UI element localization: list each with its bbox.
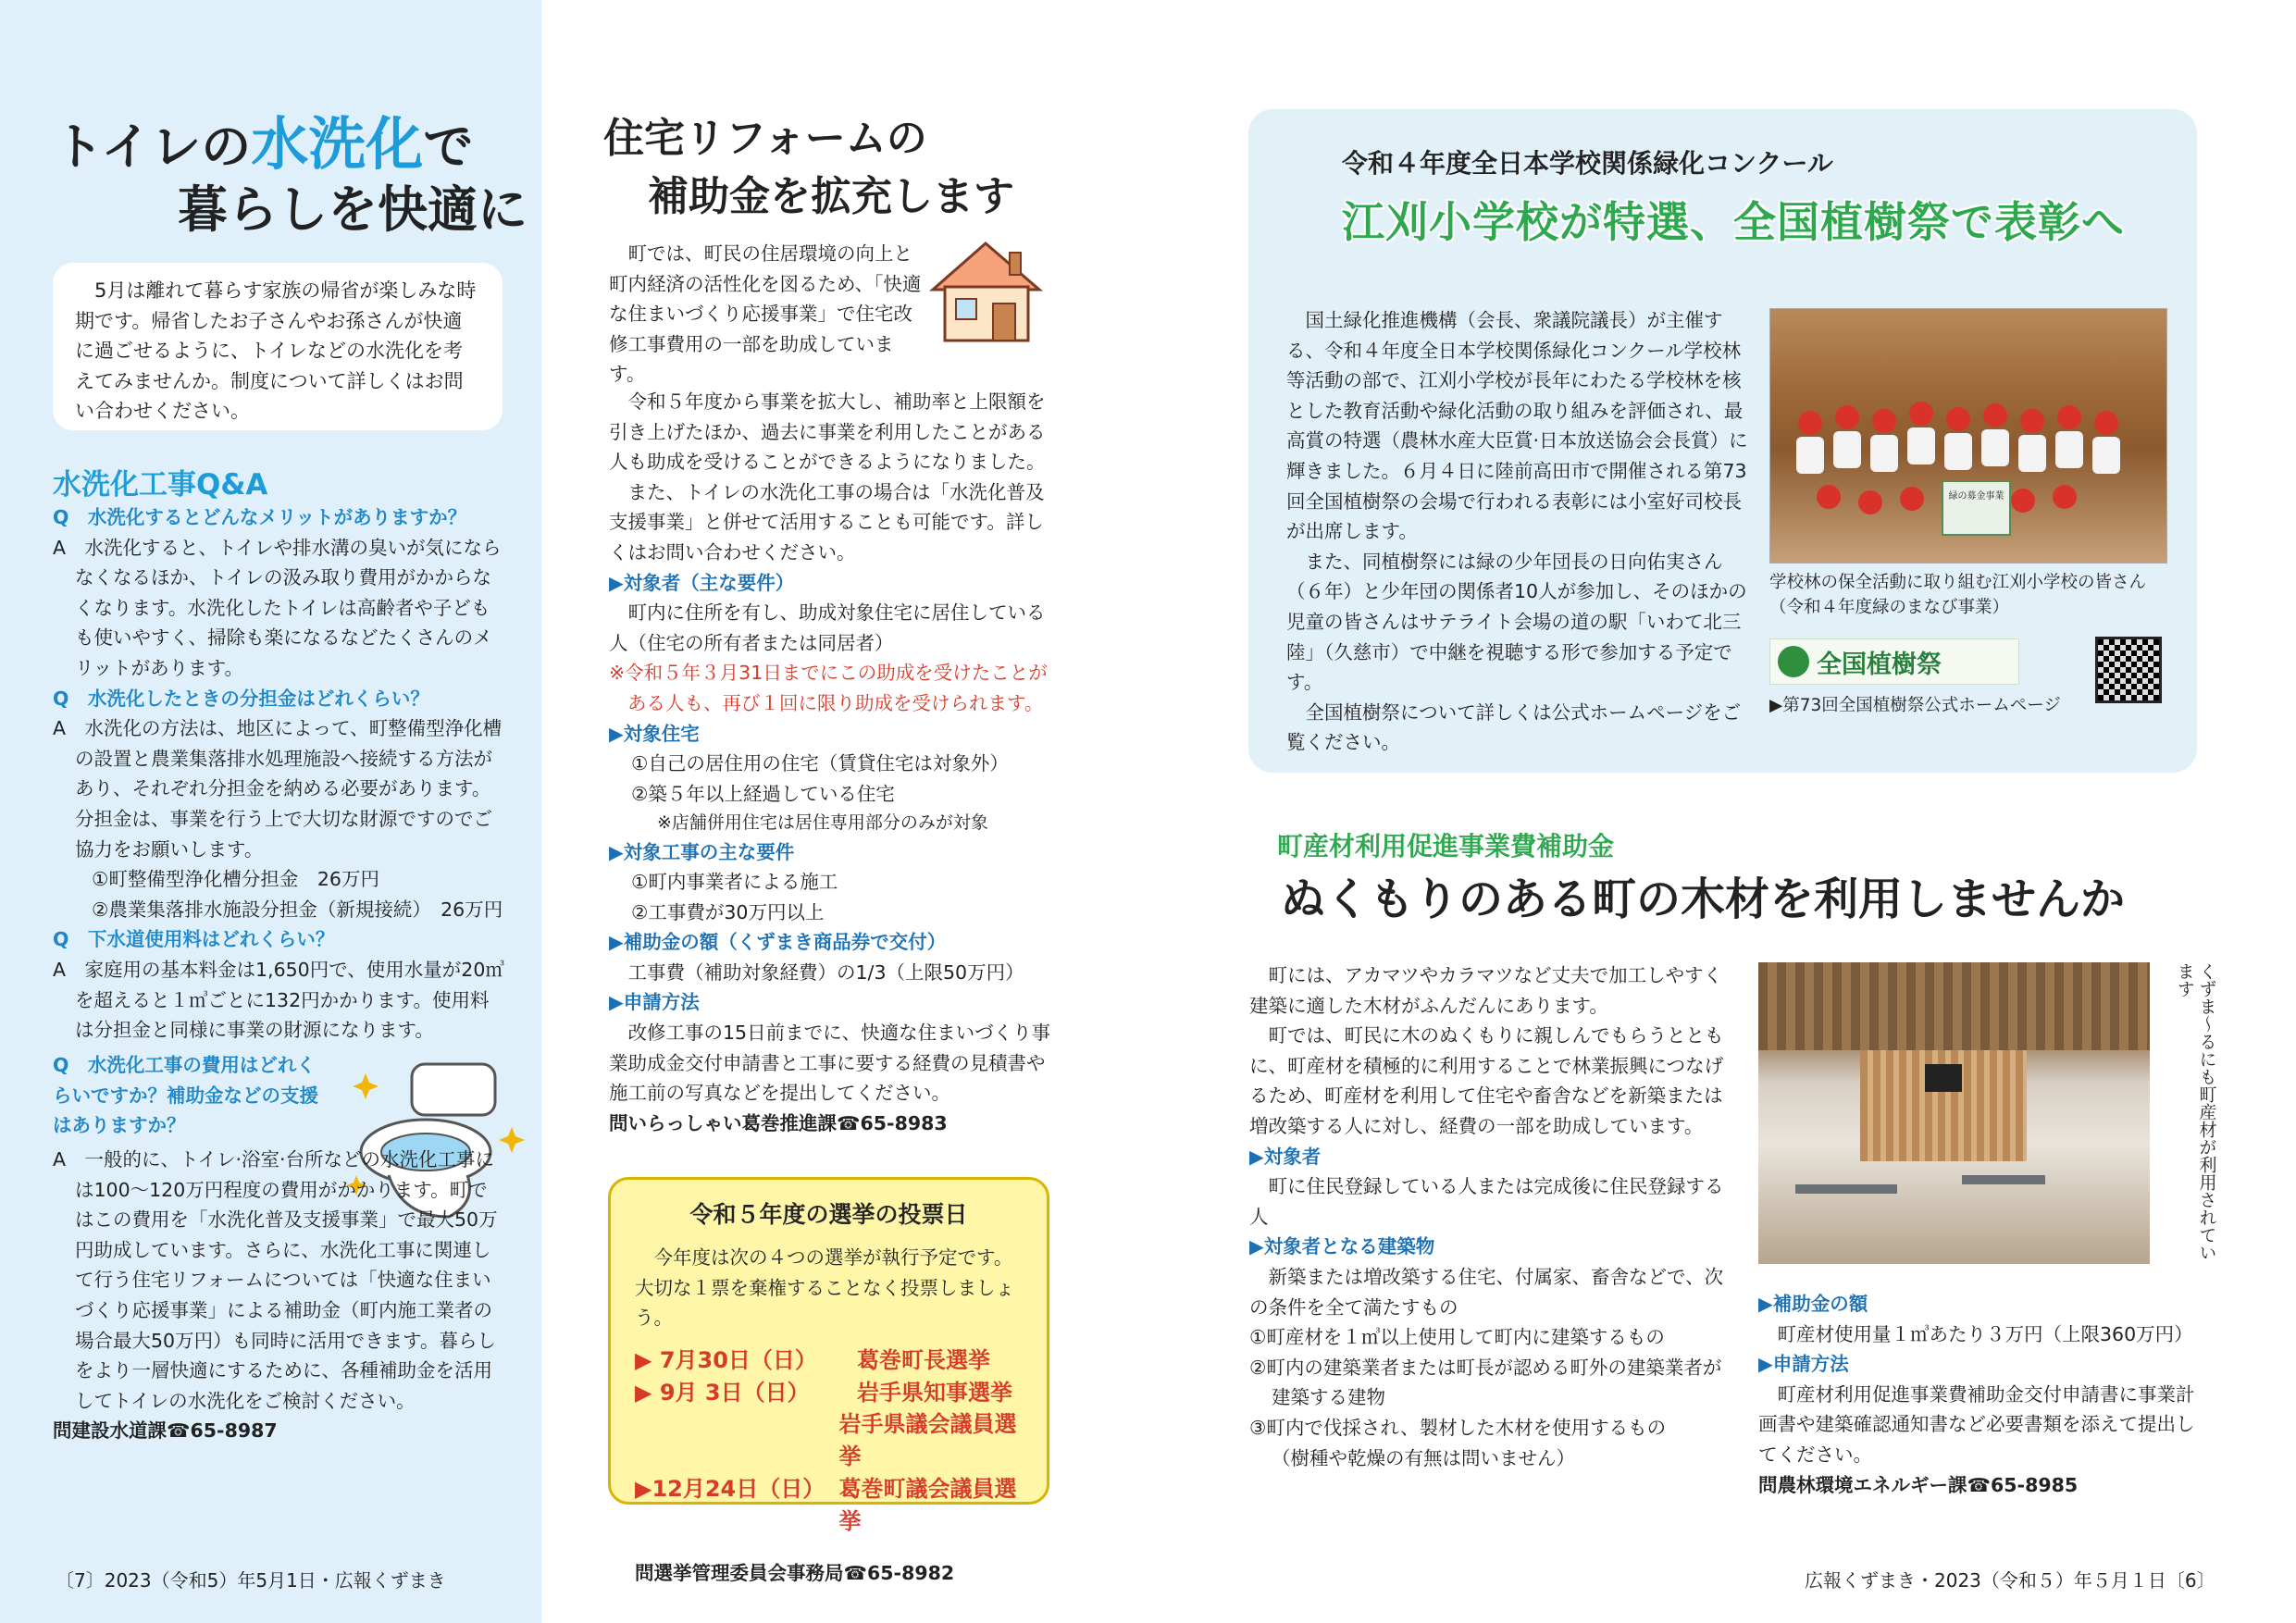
title-part: で [423, 118, 474, 176]
contest-title: 江刈小学校が特選、全国植樹祭で表彰へ [1342, 197, 2125, 247]
logo-caption: ▶第73回全国植樹祭公式ホームページ [1769, 696, 2061, 715]
wood-cond-3: ③町内で伐採され、製材した木材を使用するもの [1249, 1416, 1667, 1439]
heading-subsidy-amount: ▶補助金の額（くずまき商品券で交付） [609, 931, 947, 954]
heading-application: ▶申請方法 [609, 991, 700, 1014]
election-row [635, 1473, 1023, 1538]
answer-4 [53, 1145, 506, 1446]
heading-target-house: ▶対象住宅 [609, 722, 700, 745]
answer-2: A 水洗化の方法は、地区によって、町整備型浄化槽の設置と農業集落排水処理施設へ接続する方法があり、それぞれ分担金を納める必要があります。分担金は、事業を行う上で大切な財源ですのでご協力をお願いします。 [53, 717, 503, 861]
subsidy-amount-text: 工事費（補助対象経費）の1/3（上限50万円） [609, 960, 1024, 984]
page-footer-left: 〔7〕2023（令和5）年5月1日・広報くずまき [56, 1569, 446, 1592]
election-date: ▶ 7月30日（日） [635, 1346, 817, 1373]
qr-code-icon[interactable] [2095, 637, 2162, 703]
election-date: ▶ 9月 3日（日） [635, 1379, 810, 1406]
election-name: 葛巻町議会議員選挙 [838, 1475, 1017, 1534]
election-text: 今年度は次の４つの選挙が執行予定です。大切な１票を棄権することなく投票しましょう。 [635, 1246, 1014, 1330]
contest-body [1286, 305, 1754, 758]
election-name: 岩手県知事選挙 [857, 1379, 1012, 1406]
election-date [635, 1408, 839, 1473]
photo-caption: 学校林の保全活動に取り組む江刈小学校の皆さん（令和４年度緑のまなび事業） [1769, 573, 2147, 617]
target-house-2: ②築５年以上経過している住宅 [631, 782, 895, 805]
festival-mark-icon [1778, 646, 1809, 677]
election-name: 岩手県議会議員選挙 [838, 1411, 1017, 1470]
target-house-1: ①自己の居住用の住宅（賃貸住宅は対象外） [631, 752, 1009, 775]
contest-p1: 国土緑化推進機構（会長、衆議院議長）が主催する、令和４年度全日本学校関係緑化コンクール学校林等活動の部で、江刈小学校が長年にわたる学校林を核とした教育活動や緑化活動の取り組みを評価され、最高賞の特選（農林水産大臣賞·日本放送協会会長賞）に輝きました。６月４日に陸前高田市で開催される第73回全国植樹祭の会場で行われる表彰には小室好司校長が出席します。 [1286, 309, 1748, 543]
wood-cond-1: ①町産材を１㎥以上使用して町内に建築するもの [1249, 1326, 1665, 1349]
reform-article-title [603, 109, 1014, 227]
work-req-1: ①町内事業者による施工 [631, 871, 838, 894]
contact-election: 問選挙管理委員会事務局☎65-8982 [635, 1561, 955, 1584]
eligible-text: 町内に住所を有し、助成対象住宅に居住している人（住宅の所有者または同居者） [609, 601, 1046, 654]
wood-title: ぬくもりのある町の木材を利用しませんか [1281, 873, 2126, 925]
title-line1: 住宅リフォームの [603, 115, 927, 162]
election-date: ▶12月24日（日） [635, 1475, 825, 1502]
title-part: トイレの [54, 118, 252, 176]
school-group-photo [1769, 308, 2167, 564]
contact-forestry: 問農林環境エネルギー課☎65-8985 [1758, 1473, 2079, 1496]
answer-2-item-2: ②農業集落排水施設分担金（新規接続） 26万円 [92, 898, 503, 921]
wood-body [1249, 960, 1732, 1473]
answer-2-item-1: ①町整備型浄化槽分担金 26万円 [92, 868, 379, 891]
toilet-article-title [54, 109, 527, 241]
wood-p2: 町では、町民に木のぬくもりに親しんでもらうとともに、町産材を積極的に利用することで林業振興につなげるため、町産材を利用して住宅や畜舎などを新築または増改築する人に対し、経費の一部を助成しています。 [1249, 1024, 1724, 1137]
contest-subtitle: 令和４年度全日本学校関係緑化コンクール [1342, 148, 1833, 179]
answer-3: A 家庭用の基本料金は1,650円で、使用水量が20㎥を超えると１㎥ごとに132円かかります。使用料は分担金と同様に事業の財源になります。 [53, 958, 504, 1042]
heading-work-requirements: ▶対象工事の主な要件 [609, 840, 795, 863]
election-name: 葛巻町長選挙 [857, 1346, 990, 1373]
wood-buildings-text: 新築または増改築する住宅、付属家、畜舎などで、次の条件を全て満たすもの [1249, 1265, 1724, 1319]
contact-construction: 問建設水道課☎65-8987 [53, 1419, 278, 1443]
reform-body [609, 387, 1051, 1138]
election-title: 令和５年度の選挙の投票日 [689, 1201, 968, 1228]
question-4: Q 水洗化工事の費用はどれくらいですか？補助金などの支援はありますか？ [53, 1054, 318, 1137]
wood-cond-2: ②町内の建築業者または町長が認める町外の建築業者が建築する建物 [1249, 1356, 1722, 1409]
title-line2: 暮らしを快適に [178, 180, 527, 239]
contact-promotion: 問いらっしゃい葛巻推進課☎65-8983 [609, 1111, 948, 1134]
election-row [635, 1377, 1023, 1409]
answer-1: A 水洗化すると、トイレや排水溝の臭いが気にならなくなるほか、トイレの汲み取り費用がかからなくなります。水洗化したトイレは高齢者や子どもも使いやすく、掃除も楽になるなどたくさんのメリットがあります。 [53, 536, 502, 679]
title-line2: 補助金を拡充します [648, 173, 1014, 221]
wood-p1: 町には、アカマツやカラマツなど丈夫で加工しやすく建築に適した木材がふんだんにあります。 [1249, 964, 1723, 1017]
contest-p3: 全国植樹祭について詳しくは公式ホームページをご覧ください。 [1286, 700, 1742, 754]
question-2: Q 水洗化したときの分担金はどれくらい？ [53, 687, 429, 710]
wood-eligible-text: 町に住民登録している人または完成後に住民登録する人 [1249, 1175, 1724, 1228]
eligible-note: ※令和５年３月31日までにこの助成を受けたことがある人も、再び１回に限り助成を受けられます。 [609, 662, 1048, 714]
reform-p3: また、トイレの水洗化工事の場合は「水洗化普及支援事業」と併せて活用することも可能です。詳しくはお問い合わせください。 [609, 480, 1045, 564]
answer-4-text: A 一般的に、トイレ·浴室·台所などの水洗化工事には100～120万円程度の費用がかかります。町ではこの費用を「水洗化普及支援事業」で最大50万円助成しています。さらに、水洗化工事に関連して行う住宅リフォームについては「快適な住まいづくり応援事業」による補助金（町内施工業者の場合最大50万円）も同時に活用できます。暮らしをより一層快適にするために、各種補助金を活用してトイレの水洗化をご検討ください。 [53, 1148, 498, 1412]
wood-subtitle: 町産材利用促進事業費補助金 [1277, 831, 1615, 861]
qa-heading: 水洗化工事Q&A [53, 468, 268, 502]
qa-block-1 [53, 502, 506, 1046]
reform-intro-p1: 町では、町民の住居環境の向上と町内経済の活性化を図るため、「快適な住まいづくり応援事業」で住宅改修工事費用の一部を助成しています。 [609, 242, 922, 386]
wood-cond-3-note: （樹種や乾燥の有無は問いません） [1272, 1446, 1575, 1469]
target-house-note: ※店舗併用住宅は居住専用部分のみが対象 [657, 812, 988, 834]
contest-p2: また、同植樹祭には緑の少年団長の日向佑実さん（６年）と少年団の関係者10人が参加し、そのほかの児童の皆さんはサテライト会場の道の駅「いわて北三陸」（久慈市）で中継を視聴する形で参加する予定です。 [1286, 550, 1747, 694]
heading-wood-eligible: ▶対象者 [1249, 1145, 1322, 1168]
fund-banner: 緑の募金事業 [1942, 480, 2011, 536]
reform-p2: 令和５年度から事業を拡大し、補助率と上限額を引き上げたほか、過去に事業を利用したことがある人も助成を受けることができるようになりました。 [609, 390, 1046, 474]
tree-festival-logo [1769, 638, 2019, 685]
question-3: Q 下水道使用料はどれくらい？ [53, 928, 335, 951]
wood-body-2 [1758, 1289, 2203, 1500]
logo-text: 全国植樹祭 [1817, 650, 1942, 679]
heading-wood-buildings: ▶対象者となる建築物 [1249, 1235, 1435, 1258]
heading-wood-application: ▶申請方法 [1758, 1353, 1849, 1376]
election-row [635, 1344, 1023, 1377]
wooden-interior-photo [1758, 962, 2150, 1264]
application-text: 改修工事の15日前までに、快適な住まいづくり事業助成金交付申請書と工事に要する経費の見積書や施工前の写真などを提出してください。 [609, 1022, 1051, 1105]
question-1: Q 水洗化するとどんなメリットがありますか？ [53, 506, 467, 528]
house-icon [928, 239, 1044, 345]
vertical-caption: くずま〜るにも町産材が利用されています [2174, 962, 2217, 1261]
heading-wood-amount: ▶補助金の額 [1758, 1293, 1868, 1315]
title-highlight: 水洗化 [251, 110, 424, 178]
work-req-2: ②工事費が30万円以上 [631, 900, 825, 923]
wood-application-text: 町産材利用促進事業費補助金交付申請書に事業計画書や建築確認通知書など必要書類を添えて提出してください。 [1758, 1382, 2195, 1466]
wood-amount-text: 町産材使用量１㎥あたり３万円（上限360万円） [1758, 1322, 2193, 1345]
page-footer-right: 広報くずまき・2023（令和５）年５月１日〔6〕 [1805, 1569, 2215, 1592]
election-row [635, 1408, 1023, 1473]
intro-text: 5月は離れて暮らす家族の帰省が楽しみな時期です。帰省したお子さんやお孫さんが快適に過ごせるように、トイレなどの水洗化を考えてみませんか。制度について詳しくはお問い合わせください。 [75, 279, 477, 423]
election-box [608, 1177, 1049, 1584]
toilet-intro-box [53, 263, 503, 430]
heading-eligible: ▶対象者（主な要件） [609, 571, 795, 594]
